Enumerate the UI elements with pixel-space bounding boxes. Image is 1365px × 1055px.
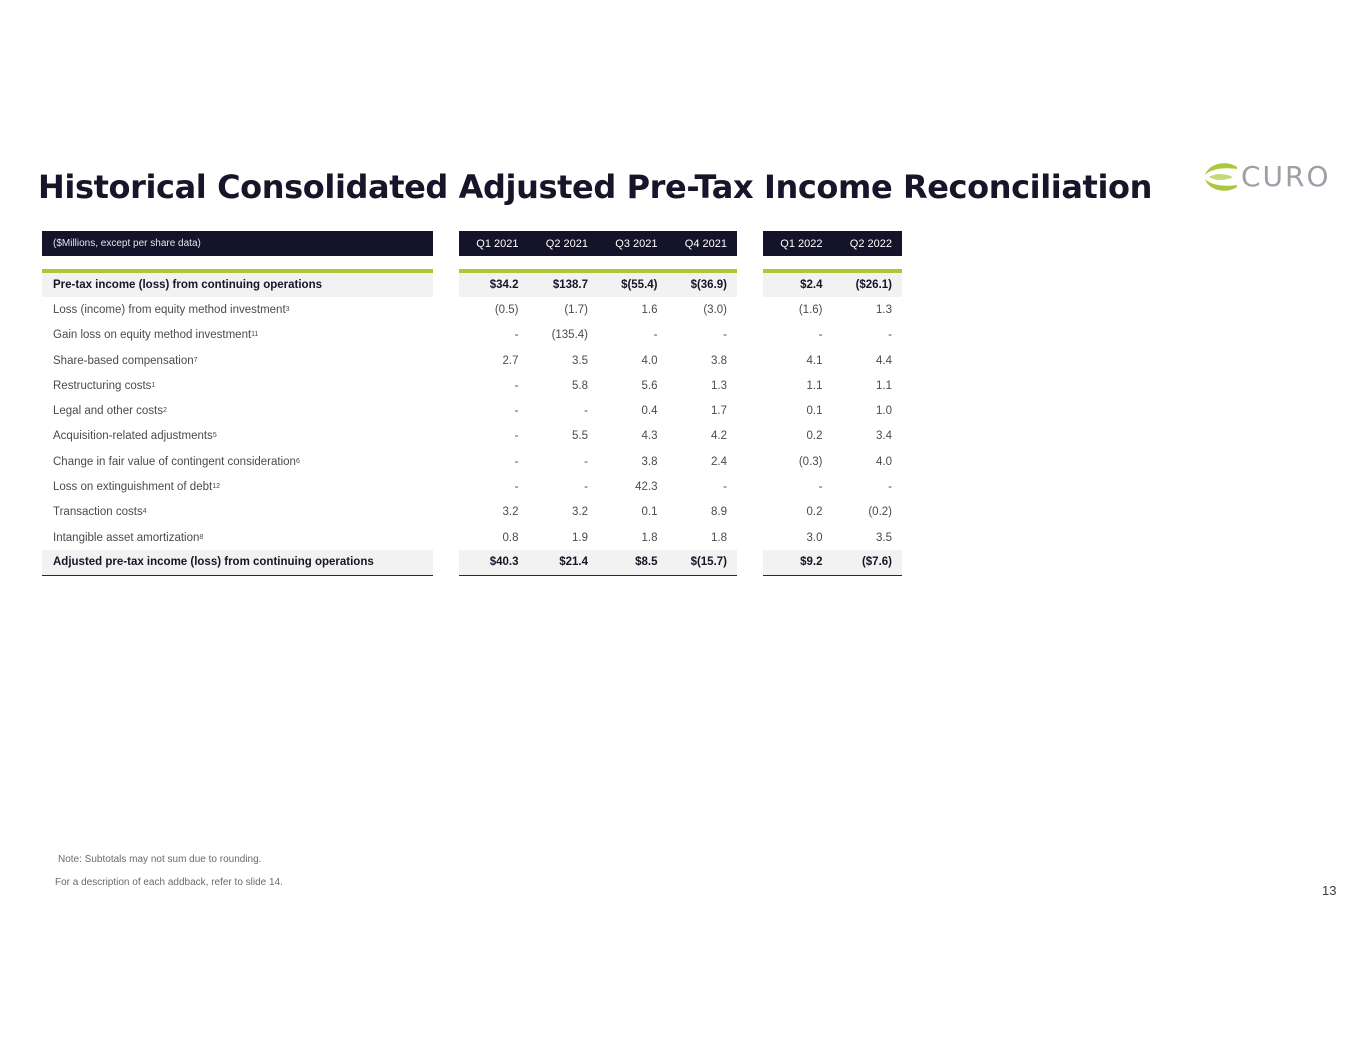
table-cell: 5.5: [572, 430, 588, 443]
table-cell: 3.5: [876, 531, 892, 544]
row-label: Change in fair value of contingent consideration: [53, 455, 296, 468]
table-2022-block: [763, 231, 902, 576]
table-row: Loss (income) from equity method investment 3: [53, 303, 290, 316]
table-row: [42, 550, 433, 575]
table-row: [763, 474, 902, 499]
table-cell: $(55.4): [621, 279, 658, 292]
table-cell: -: [584, 405, 588, 418]
row-label: Legal and other costs: [53, 405, 163, 418]
table-row: [763, 500, 902, 525]
table-row: Restructuring costs 1: [53, 379, 156, 392]
table-cell: $9.2: [800, 556, 823, 569]
table-cell: -: [514, 329, 519, 342]
addback-note: For a description of each addback, refer to slide 14.: [55, 877, 283, 888]
table-cell: -: [653, 329, 658, 342]
row-label: Adjusted pre-tax income (loss) from continuing operations: [53, 556, 374, 569]
table-cell: $34.2: [489, 279, 519, 292]
table-cell: 0.1: [806, 405, 823, 418]
table-row: [459, 398, 737, 423]
table-row: Loss on extinguishment of debt 12: [53, 481, 220, 494]
table-row: [763, 424, 902, 449]
table-cell: $21.4: [559, 556, 588, 569]
page-number: 13: [1322, 883, 1337, 898]
table-cell: 8.9: [711, 506, 727, 519]
table-row: [459, 297, 737, 322]
table-cell: (0.3): [798, 455, 823, 468]
table-cell: 4.2: [711, 430, 727, 443]
value-rows-2021: [459, 273, 737, 576]
table-cell: -: [584, 481, 588, 494]
table-cell: (0.2): [868, 506, 892, 519]
table-row: [459, 474, 737, 499]
table-cell: 1.8: [711, 531, 727, 544]
table-cell: 1.6: [641, 303, 658, 316]
label-rows: [42, 273, 433, 576]
table-row: [42, 273, 433, 297]
value-rows-2022: [763, 273, 902, 576]
table-cell: 4.4: [876, 354, 892, 367]
row-label: Gain loss on equity method investment: [53, 329, 252, 342]
table-cell: -: [888, 481, 892, 494]
table-row: [763, 273, 902, 297]
table-2021-block: [459, 231, 737, 576]
table-cell: 1.3: [711, 379, 727, 392]
table-row: [459, 348, 737, 373]
table-cell: -: [514, 430, 519, 443]
table-row: Transaction costs 4: [53, 506, 147, 519]
table-cell: 5.6: [641, 379, 658, 392]
table-cell: -: [888, 329, 892, 342]
table-row: [763, 373, 902, 398]
table-row: [459, 424, 737, 449]
table-row: [459, 500, 737, 525]
column-header-q1-2022: Q1 2022: [780, 237, 823, 250]
table-cell: $8.5: [635, 556, 658, 569]
table-cell: -: [514, 405, 519, 418]
table-row: [459, 449, 737, 474]
table-cell: $40.3: [489, 556, 519, 569]
table-cell: 1.3: [876, 303, 892, 316]
table-cell: $(36.9): [690, 279, 727, 292]
table-row: [763, 297, 902, 322]
table-cell: ($26.1): [855, 279, 892, 292]
table-cell: $2.4: [800, 279, 823, 292]
curo-logo-mark-icon: [1203, 161, 1239, 193]
table-row: [459, 525, 737, 550]
row-label: Pre-tax income (loss) from continuing operations: [53, 279, 323, 292]
table-cell: 0.2: [806, 506, 823, 519]
table-row: Share-based compensation 7: [53, 354, 198, 367]
table-row: Intangible asset amortization 8: [53, 531, 204, 544]
table-cell: 4.3: [641, 430, 658, 443]
row-label: Loss on extinguishment of debt: [53, 481, 213, 494]
unit-label-header: ($Millions, except per share data): [42, 231, 433, 256]
table-cell: 3.2: [502, 506, 519, 519]
table-row: [763, 323, 902, 348]
table-cell: 0.4: [641, 405, 658, 418]
table-labels-block: [42, 231, 433, 576]
table-row: [763, 525, 902, 550]
table-cell: 0.8: [502, 531, 519, 544]
table-cell: (135.4): [551, 329, 588, 342]
row-label: Share-based compensation: [53, 354, 194, 367]
table-cell: $(15.7): [690, 556, 727, 569]
table-cell: 0.1: [641, 506, 658, 519]
row-label: Loss (income) from equity method investment: [53, 303, 286, 316]
table-cell: -: [514, 379, 519, 392]
table-cell: -: [584, 455, 588, 468]
table-cell: 42.3: [635, 481, 658, 494]
table-row: [763, 449, 902, 474]
table-cell: 5.8: [572, 379, 588, 392]
table-cell: ($7.6): [861, 556, 892, 569]
table-cell: 1.9: [572, 531, 588, 544]
column-header-q2-2021: Q2 2021: [545, 237, 588, 250]
table-cell: 4.0: [641, 354, 658, 367]
table-cell: -: [514, 455, 519, 468]
table-cell: (0.5): [494, 303, 519, 316]
curo-logo: [1203, 159, 1338, 195]
row-label: Intangible asset amortization: [53, 531, 200, 544]
table-cell: 2.7: [502, 354, 519, 367]
column-header-q1-2021: Q1 2021: [476, 237, 519, 250]
table-cell: 0.2: [806, 430, 823, 443]
column-header-q2-2022: Q2 2022: [849, 237, 892, 250]
table-cell: 1.0: [876, 405, 892, 418]
row-label: Transaction costs: [53, 506, 143, 519]
table-cell: 3.2: [572, 506, 588, 519]
table-cell: 4.1: [806, 354, 823, 367]
table-cell: 3.0: [806, 531, 823, 544]
table-cell: (1.6): [798, 303, 823, 316]
table-cell: (3.0): [703, 303, 727, 316]
table-cell: -: [723, 481, 727, 494]
table-cell: 3.8: [711, 354, 727, 367]
table-cell: 1.1: [876, 379, 892, 392]
table-row: Gain loss on equity method investment 11: [53, 329, 259, 342]
table-row: [459, 373, 737, 398]
row-label: Acquisition-related adjustments: [53, 430, 213, 443]
table-cell: 4.0: [876, 455, 892, 468]
table-cell: 3.4: [876, 430, 892, 443]
table-cell: -: [818, 481, 823, 494]
table-cell: (1.7): [564, 303, 588, 316]
table-row: Acquisition-related adjustments 5: [53, 430, 217, 443]
header-2022: [763, 231, 902, 256]
table-row: [459, 273, 737, 297]
table-cell: $138.7: [552, 279, 588, 292]
table-row: Legal and other costs 2: [53, 405, 167, 418]
table-cell: 2.4: [711, 455, 727, 468]
column-header-q4-2021: Q4 2021: [684, 237, 727, 250]
curo-logo-text: CURO: [1241, 160, 1331, 193]
table-row: [763, 550, 902, 575]
table-row: [459, 550, 737, 575]
table-cell: 1.7: [711, 405, 727, 418]
row-label: Restructuring costs: [53, 379, 152, 392]
table-cell: -: [818, 329, 823, 342]
table-row: [763, 348, 902, 373]
table-cell: 3.8: [641, 455, 658, 468]
header-2021: [459, 231, 737, 256]
page-title: Historical Consolidated Adjusted Pre-Tax Income Reconciliation: [38, 168, 1152, 206]
column-header-q3-2021: Q3 2021: [615, 237, 658, 250]
table-cell: 1.1: [806, 379, 823, 392]
table-row: [459, 323, 737, 348]
table-cell: -: [514, 481, 519, 494]
rounding-note: Note: Subtotals may not sum due to rounding.: [58, 854, 262, 865]
table-cell: -: [723, 329, 727, 342]
table-cell: 3.5: [572, 354, 588, 367]
table-cell: 1.8: [641, 531, 658, 544]
table-row: Change in fair value of contingent consideration 6: [53, 455, 300, 468]
table-row: [763, 398, 902, 423]
